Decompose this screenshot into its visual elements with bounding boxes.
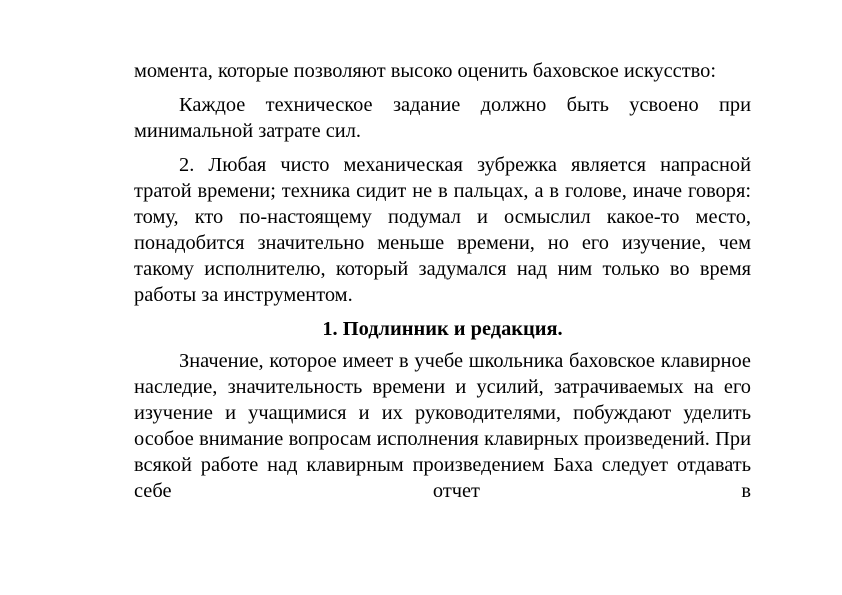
paragraph-section-body: Значение, которое имеет в учебе школьника баховское клавирное наследие, значительность времени и усилий, затрачиваемых на его изучение и учащимися и их руководителями, побуждают уделить особое внимание вопросам исполнения клавирных произведений. При всякой работе над клавирным произведением Баха следует отдавать себе отчет в (134, 350, 751, 502)
paragraph-principle-1: Каждое техническое задание должно быть усвоено при минимальной затрате сил. (134, 94, 751, 142)
section-heading: 1. Подлинник и редакция. (322, 318, 563, 340)
paragraph-principle-2: 2. Любая чисто механическая зубрежка является напрасной тратой времени; техника сидит не в пальцах, а в голове, иначе говоря: тому, кто по-настоящему подумал и осмыслил какое-то место, понадобится значительно меньше времени, но его изучение, чем такому исполнителю, который задумался над ним только во время работы за инструментом. (134, 154, 751, 306)
paragraph-intro: момента, которые позволяют высоко оценить баховское искусство: (134, 60, 716, 82)
document-text (134, 58, 751, 504)
